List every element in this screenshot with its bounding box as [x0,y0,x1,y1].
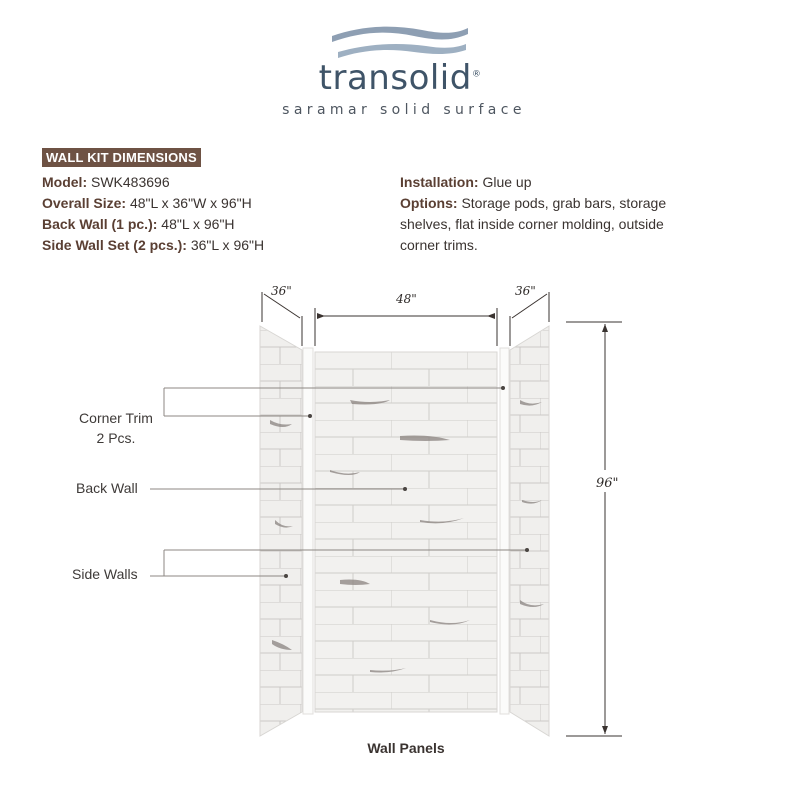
back-wall [315,352,497,712]
right-side-wall [510,326,549,736]
spec-overall-size: Overall Size: 48"L x 36"W x 96"H [42,195,252,211]
left-corner-trim [303,348,313,714]
label-corner-trim [60,408,172,448]
spec-side-wall-set: Side Wall Set (2 pcs.): 36"L x 96"H [42,237,265,253]
dim-height: 96" [596,476,619,491]
right-corner-trim [500,348,509,714]
label-back-wall: Back Wall [76,480,138,496]
dim-left-side: 36" [271,284,292,298]
section-title: WALL KIT DIMENSIONS [42,148,201,167]
label-side-walls: Side Walls [72,566,138,582]
spec-back-wall: Back Wall (1 pc.): 48"L x 96"H [42,216,235,232]
dim-back-width: 48" [396,292,417,306]
brand-tagline: saramar solid surface [282,102,526,118]
diagram-caption: Wall Panels [367,740,445,756]
spec-model: Model: SWK483696 [42,174,170,190]
label-corner-trim-line2: 2 Pcs. [96,430,136,446]
dim-right-side: 36" [515,284,536,298]
spec-options: Options: Storage pods, grab bars, storage shelves, flat inside corner molding, outside corner trims. [400,195,667,253]
brand-name: transolid® [318,58,482,98]
spec-installation: Installation: Glue up [400,174,532,190]
label-corner-trim-line1: Corner Trim [79,410,153,426]
